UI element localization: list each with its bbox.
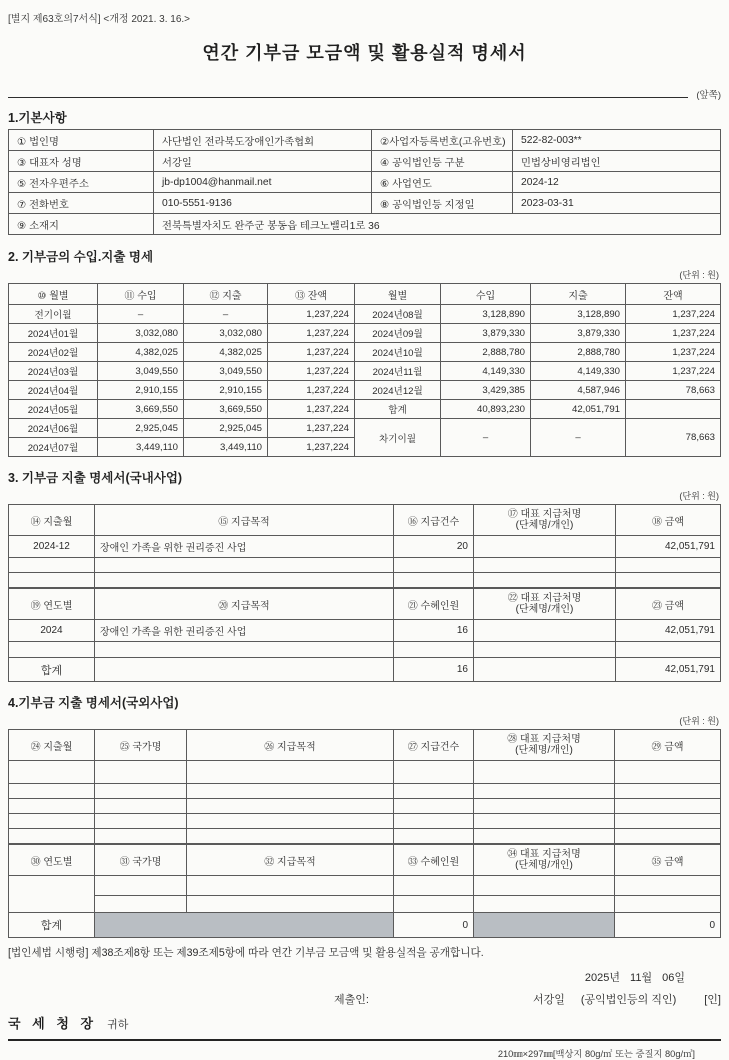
empty-cell [616,642,721,658]
table-header-row [9,589,721,620]
table-row [9,381,721,400]
count-cell: 20 [394,536,474,558]
table-row [9,151,721,172]
count-cell: 16 [394,658,474,682]
empty-cell [394,896,474,913]
column-header: ㉛ 국가명 [95,845,187,876]
column-header-line: (단체명/개인) [515,604,574,615]
field-value: 2023-03-31 [513,193,721,214]
domestic-expense-by-month-table [8,504,721,588]
empty-cell [9,799,95,814]
field-value: 민법상비영리법인 [513,151,721,172]
empty-table-row [9,761,721,784]
balance-cell: 1,237,224 [268,324,355,343]
field-label: ⑦ 전화번호 [9,193,154,214]
table-row [9,400,721,419]
field-label: ⑤ 전자우편주소 [9,172,154,193]
submitter-name: 서강일 [532,994,565,1006]
table-row [9,419,721,438]
empty-table-row [9,876,721,896]
expense-cell: 2,925,045 [184,419,268,438]
empty-cell [187,814,394,829]
expense-cell: 2,910,155 [184,381,268,400]
empty-cell [95,876,187,896]
income-cell: 40,893,230 [441,400,531,419]
column-header: ㉙ 금액 [615,730,721,761]
amount-cell: 42,051,791 [616,620,721,642]
table-row [9,536,721,558]
expense-cell: 3,049,550 [184,362,268,381]
column-header: 월별 [355,284,441,305]
column-header-line: (단체명/개인) [515,520,574,531]
column-header [474,589,616,620]
month-cell: 2024년11월 [355,362,441,381]
income-cell: – [98,305,184,324]
empty-cell [615,814,721,829]
balance-cell: 1,237,224 [626,362,721,381]
unit-label: (단위 : 원) [679,491,719,501]
column-header-line: ㉘ 대표 지급처명 [507,733,581,745]
column-header: ⑫ 지출 [184,284,268,305]
income-cell: 4,149,330 [441,362,531,381]
month-cell: 2024년03월 [9,362,98,381]
empty-cell [474,658,616,682]
empty-cell [474,761,615,784]
empty-cell [95,829,187,844]
month-cell: 2024년01월 [9,324,98,343]
empty-cell [95,558,394,573]
column-header: ⑲ 연도별 [9,589,95,620]
empty-cell [474,876,615,896]
empty-cell [9,573,95,588]
table-row [9,324,721,343]
table-row [9,130,721,151]
field-value: 서강일 [154,151,372,172]
empty-cell [9,814,95,829]
table-row [9,305,721,324]
disclosure-statement: [법인세법 시행령] 제38조제8항 또는 제39조제5항에 따라 연간 기부금 모금액 및 활용실적을 공개합니다. [8,947,484,959]
month-cell: 2024년08월 [355,305,441,324]
empty-cell [615,876,721,896]
empty-cell [9,876,95,913]
expense-cell: – [184,305,268,324]
empty-cell [616,573,721,588]
payee-cell [474,620,616,642]
empty-cell [187,876,394,896]
section2-heading: 2. 기부금의 수입.지출 명세 [8,250,154,264]
carry-forward-label-cell: 차기이월 [355,419,441,457]
table-row [9,214,721,235]
balance-cell: 1,237,224 [268,362,355,381]
column-header: ㉗ 지급건수 [394,730,474,761]
recipient-suffix: 귀하 [107,1019,129,1031]
table-row [9,343,721,362]
income-cell: 3,032,080 [98,324,184,343]
purpose-cell: 장애인 가족을 위한 권리증진 사업 [95,620,394,642]
submission-date: 2025년 11월 06일 [584,972,685,984]
income-cell: 2,910,155 [98,381,184,400]
monthly-income-expense-table [8,283,721,457]
payee-cell [474,536,616,558]
empty-cell [615,896,721,913]
basic-info-table [8,129,721,235]
income-cell: 3,049,550 [98,362,184,381]
month-cell: 2024년06월 [9,419,98,438]
year-cell: 2024 [9,620,95,642]
field-value: 사단법인 전라북도장애인가족협회 [154,130,372,151]
empty-cell [394,761,474,784]
field-value: jb-dp1004@hanmail.net [154,172,372,193]
empty-table-row [9,558,721,573]
column-header: ⑳ 지급목적 [95,589,394,620]
page-title: 연간 기부금 모금액 및 활용실적 명세서 [202,43,527,63]
empty-table-row [9,799,721,814]
column-header: 수입 [441,284,531,305]
section3-heading: 3. 기부금 지출 명세서(국내사업) [8,471,183,485]
form-reference: [별지 제63호의7서식] <개정 2021. 3. 16.> [8,14,191,25]
total-label-cell: 합계 [355,400,441,419]
month-cell: 2024-12 [9,536,95,558]
empty-cell [95,784,187,799]
field-value: 010-5551-9136 [154,193,372,214]
table-row [9,620,721,642]
empty-cell [474,799,615,814]
column-header-line: (단체명/개인) [515,745,573,756]
front-side-divider [8,87,721,101]
field-label: ① 법인명 [9,130,154,151]
shaded-cell [95,913,394,938]
signature-block [533,991,721,1007]
empty-table-row [9,896,721,913]
empty-cell [615,784,721,799]
total-label-cell: 합계 [9,658,95,682]
empty-cell [394,784,474,799]
seal-note: (공익법인등의 직인) [580,994,677,1006]
field-label: ⑧ 공익법인등 지정일 [372,193,513,214]
balance-cell: 1,237,224 [268,438,355,457]
purpose-cell: 장애인 가족을 위한 권리증진 사업 [95,536,394,558]
expense-cell: 3,128,890 [531,305,626,324]
column-header: ⑬ 잔액 [268,284,355,305]
income-cell: 3,879,330 [441,324,531,343]
column-header: ⑪ 수입 [98,284,184,305]
income-cell: 3,669,550 [98,400,184,419]
table-row [9,362,721,381]
expense-cell: 3,879,330 [531,324,626,343]
shaded-cell [474,913,615,938]
empty-cell [394,799,474,814]
empty-cell [95,799,187,814]
expense-cell: 2,888,780 [531,343,626,362]
overseas-expense-by-year-table [8,844,721,938]
month-cell: 2024년05월 [9,400,98,419]
column-header-line: ㉒ 대표 지급처명 [507,592,582,604]
table-row [9,193,721,214]
expense-cell: 4,149,330 [531,362,626,381]
unit-label: (단위 : 원) [679,270,719,280]
empty-cell [9,829,95,844]
empty-table-row [9,642,721,658]
balance-cell: 1,237,224 [268,419,355,438]
empty-cell [474,573,616,588]
month-cell: 2024년04월 [9,381,98,400]
balance-cell: 1,237,224 [626,305,721,324]
empty-cell [187,761,394,784]
column-header: ⑯ 지급건수 [394,505,474,536]
column-header [474,845,615,876]
overseas-expense-by-month-table [8,729,721,844]
unit-label: (단위 : 원) [679,716,719,726]
empty-cell [9,784,95,799]
month-cell: 2024년10월 [355,343,441,362]
paper-spec: 210㎜×297㎜[백상지 80g/㎡ 또는 중질지 80g/㎡] [497,1049,695,1059]
empty-cell [474,829,615,844]
field-value: 522-82-003** [513,130,721,151]
month-cell: 2024년07월 [9,438,98,457]
empty-cell [9,558,95,573]
balance-cell: 1,237,224 [268,400,355,419]
expense-cell: – [531,419,626,457]
empty-cell [187,784,394,799]
field-value: 2024-12 [513,172,721,193]
balance-cell: 1,237,224 [268,305,355,324]
empty-cell [394,829,474,844]
column-header-line: ⑰ 대표 지급처명 [507,508,582,520]
field-label: ⑨ 소재지 [9,214,154,235]
expense-cell: 4,587,946 [531,381,626,400]
table-header-row [9,845,721,876]
income-cell: 3,449,110 [98,438,184,457]
income-cell: 3,429,385 [441,381,531,400]
column-header: ㉔ 지출월 [9,730,95,761]
income-cell: 2,888,780 [441,343,531,362]
empty-table-row [9,829,721,844]
submitter-line [8,991,721,1007]
total-row [9,913,721,938]
column-header-line: (단체명/개인) [515,860,573,871]
month-cell: 전기이월 [9,305,98,324]
total-label-cell: 합계 [9,913,95,938]
scanned-form-page [8,0,721,1060]
column-header: ⑭ 지출월 [9,505,95,536]
field-value: 전북특별자치도 완주군 봉동읍 테크노밸리1로 36 [154,214,721,235]
empty-cell [95,896,187,913]
column-header: ㉝ 수혜인원 [394,845,474,876]
column-header: ⑮ 지급목적 [95,505,394,536]
field-label: ⑥ 사업연도 [372,172,513,193]
column-header: ⑩ 월별 [9,284,98,305]
empty-cell [474,896,615,913]
field-label: ④ 공익법인등 구분 [372,151,513,172]
empty-cell [394,876,474,896]
empty-table-row [9,784,721,799]
empty-cell [474,558,616,573]
count-cell: 16 [394,620,474,642]
empty-cell [9,642,95,658]
column-header-line: ㉞ 대표 지급처명 [507,848,581,860]
column-header: ㉑ 수혜인원 [394,589,474,620]
front-side-label: (앞쪽) [696,90,721,101]
column-header: ㉜ 지급목적 [187,845,394,876]
seal-mark: [인] [704,994,721,1006]
column-header: ㉕ 국가명 [95,730,187,761]
empty-cell [187,896,394,913]
recipient-line [8,1013,721,1041]
recipient-name: 국 세 청 장 [8,1016,98,1031]
balance-cell: 1,237,224 [268,381,355,400]
balance-cell: 1,237,224 [626,324,721,343]
section1-heading: 1.기본사항 [8,111,67,125]
expense-cell: 3,669,550 [184,400,268,419]
balance-cell: 78,663 [626,419,721,457]
column-header: ⑱ 금액 [616,505,721,536]
month-cell: 2024년12월 [355,381,441,400]
empty-cell [394,814,474,829]
income-cell: – [441,419,531,457]
empty-cell [615,761,721,784]
empty-cell [615,799,721,814]
balance-cell: 1,237,224 [268,343,355,362]
empty-cell [187,799,394,814]
income-cell: 3,128,890 [441,305,531,324]
empty-cell [474,814,615,829]
column-header: ㉖ 지급목적 [187,730,394,761]
balance-cell [626,400,721,419]
column-header: ㉚ 연도별 [9,845,95,876]
empty-cell [394,558,474,573]
horizontal-rule [8,97,688,98]
empty-cell [474,642,616,658]
empty-cell [394,573,474,588]
empty-cell [615,829,721,844]
empty-cell [616,558,721,573]
amount-cell: 42,051,791 [616,536,721,558]
column-header: ㉟ 금액 [615,845,721,876]
section4-heading: 4.기부금 지출 명세서(국외사업) [8,696,179,710]
total-row [9,658,721,682]
column-header: 잔액 [626,284,721,305]
table-header-row [9,505,721,536]
expense-cell: 3,032,080 [184,324,268,343]
income-cell: 2,925,045 [98,419,184,438]
empty-cell [394,642,474,658]
table-header-row [9,284,721,305]
empty-cell [9,761,95,784]
income-cell: 4,382,025 [98,343,184,362]
column-header: ㉓ 금액 [616,589,721,620]
column-header: 지출 [531,284,626,305]
empty-table-row [9,573,721,588]
expense-cell: 4,382,025 [184,343,268,362]
empty-cell [187,829,394,844]
balance-cell: 78,663 [626,381,721,400]
column-header [474,730,615,761]
count-cell: 0 [394,913,474,938]
month-cell: 2024년02월 [9,343,98,362]
empty-cell [95,814,187,829]
amount-cell: 42,051,791 [616,658,721,682]
balance-cell: 1,237,224 [626,343,721,362]
empty-cell [95,658,394,682]
empty-cell [95,573,394,588]
empty-cell [95,761,187,784]
table-header-row [9,730,721,761]
table-row [9,172,721,193]
empty-cell [95,642,394,658]
expense-cell: 3,449,110 [184,438,268,457]
month-cell: 2024년09월 [355,324,441,343]
expense-cell: 42,051,791 [531,400,626,419]
field-label: ②사업자등록번호(고유번호) [372,130,513,151]
empty-cell [474,784,615,799]
empty-table-row [9,814,721,829]
amount-cell: 0 [615,913,721,938]
domestic-expense-by-year-table [8,588,721,682]
submitter-label: 제출인: [334,994,369,1006]
column-header [474,505,616,536]
field-label: ③ 대표자 성명 [9,151,154,172]
